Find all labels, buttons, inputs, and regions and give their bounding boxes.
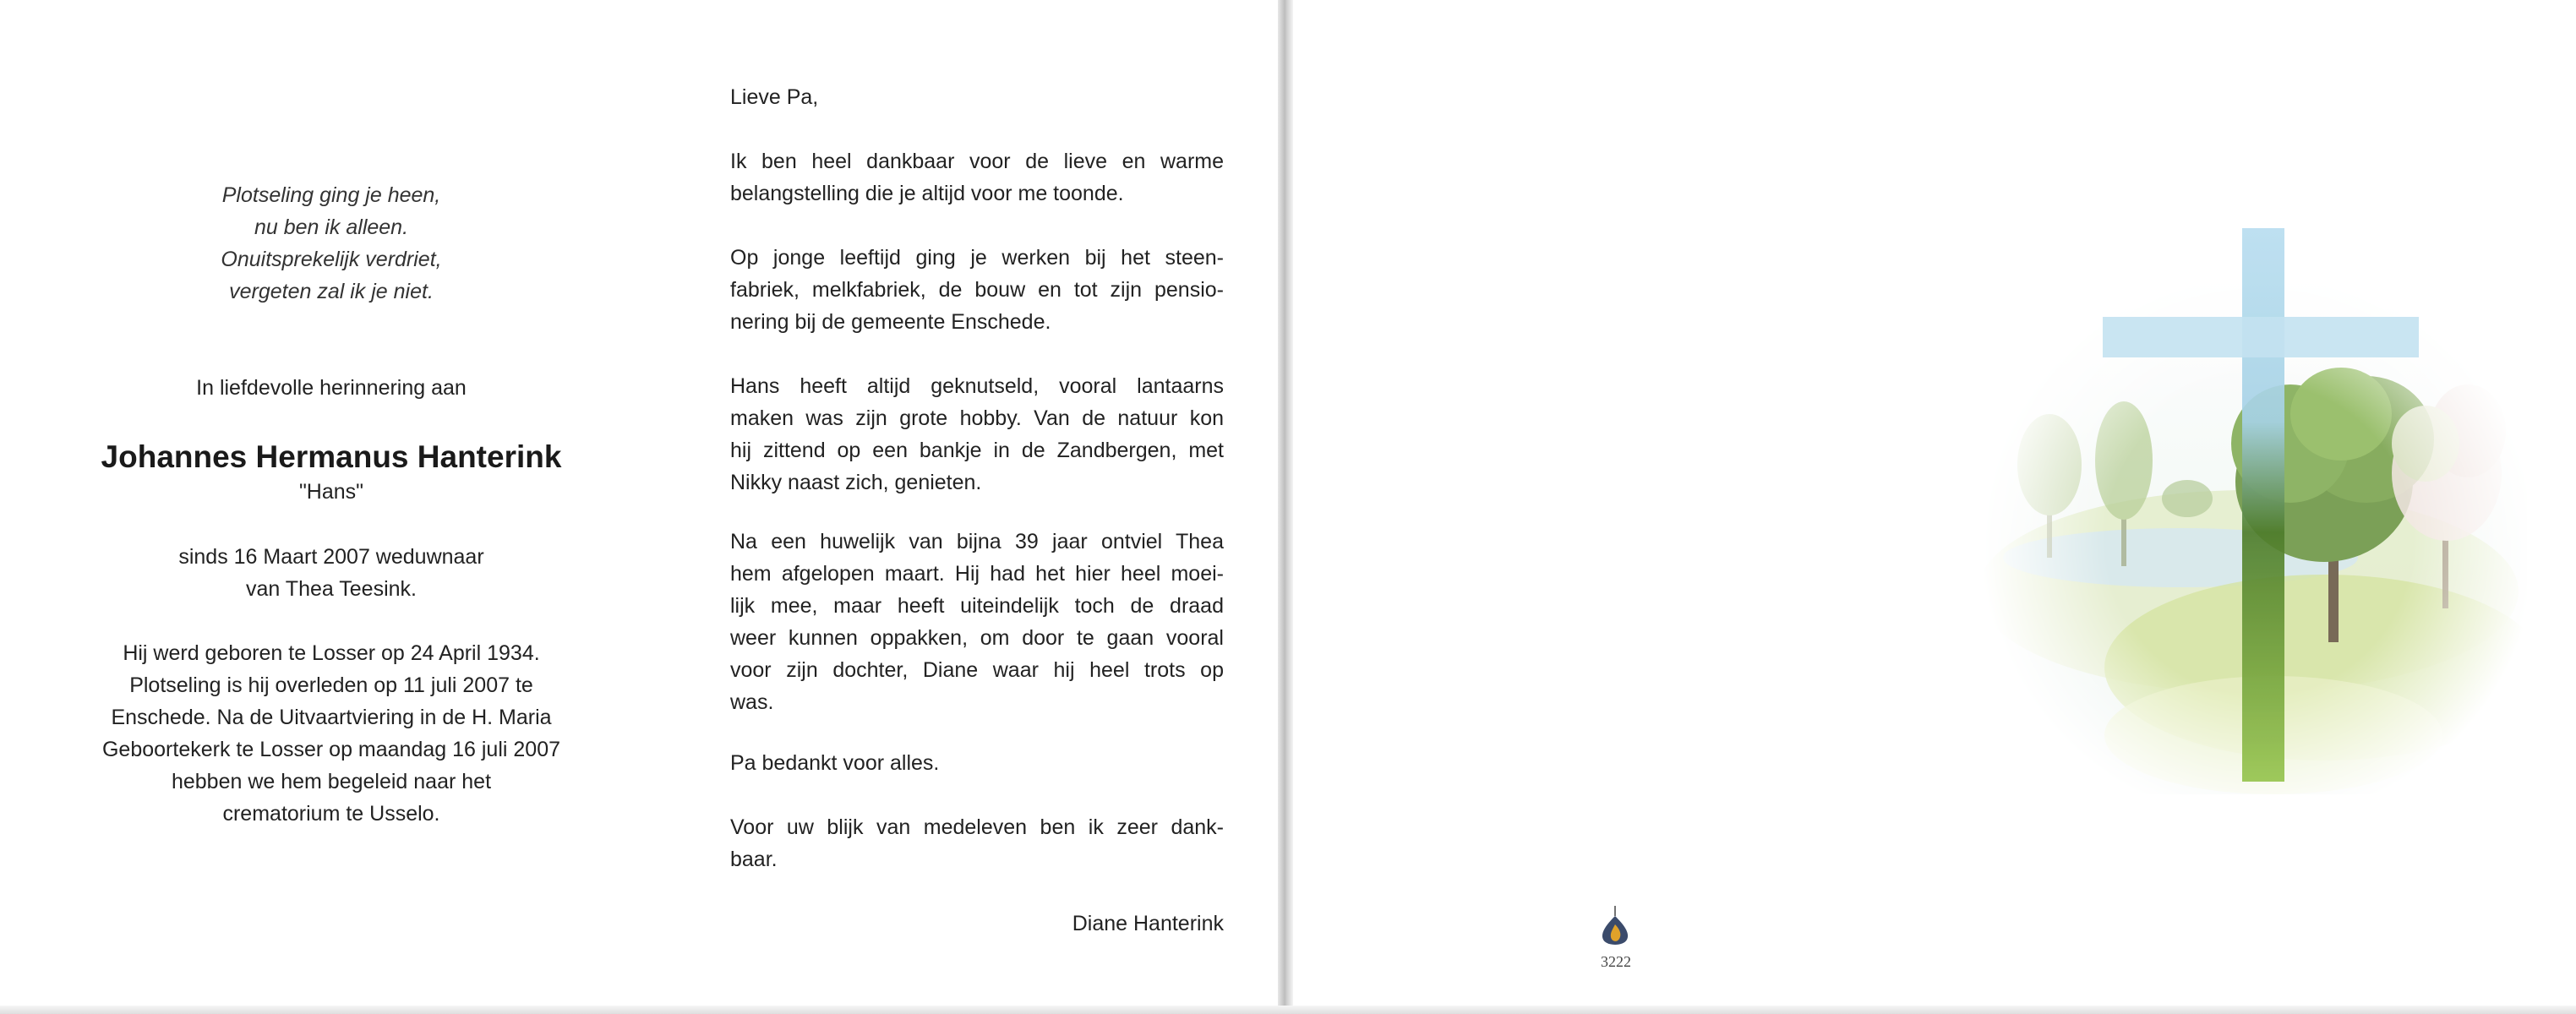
card-bottom-edge	[0, 1006, 2576, 1014]
bio-line: crematorium te Usselo.	[222, 802, 440, 826]
letter-line: baar.	[730, 848, 778, 871]
bio-line: Hij werd geboren te Losser op 24 April 1934.	[123, 641, 540, 665]
poem-line: Plotseling ging je heen,	[221, 183, 441, 207]
letter-line: Op jonge leeftijd ging je werken bij het steen-	[730, 246, 1224, 270]
deceased-nickname: "Hans"	[298, 480, 364, 504]
poem-line: vergeten zal ik je niet.	[229, 280, 434, 303]
letter-line: fabriek, melkfabriek, de bouw en tot zijn pensio-	[730, 278, 1224, 302]
letter-paragraph-6	[730, 811, 1224, 875]
letter-line: voor zijn dochter, Diane waar hij heel trots op	[730, 658, 1224, 682]
letter-paragraph-1	[730, 145, 1224, 210]
remembrance-intro: In liefdevolle herinnering aan	[196, 376, 467, 400]
letter-paragraph-3	[730, 370, 1224, 499]
letter-paragraph-4	[730, 526, 1224, 718]
letter-line: hij zittend op een bankje in de Zandbergen, met	[730, 439, 1224, 462]
bio-line: Geboortekerk te Losser op maandag 16 juli 2007	[101, 738, 561, 761]
letter-line: lijk mee, maar heeft uiteindelijk toch de draad	[730, 594, 1224, 618]
widower-line: sinds 16 Maart 2007 weduwnaar	[178, 545, 484, 569]
letter-paragraph-2	[730, 242, 1224, 338]
memorial-poem	[78, 179, 585, 308]
cross-landscape-icon	[1969, 228, 2527, 794]
letter-line: weer kunnen oppakken, om door te gaan vooral	[730, 626, 1224, 650]
poem-line: Onuitsprekelijk verdriet,	[221, 248, 442, 271]
letter-line: maken was zijn grote hobby. Van de natuur kon	[730, 406, 1224, 430]
flame-drop-logo-icon	[1600, 906, 1630, 948]
letter-signature: Diane Hanterink	[1072, 912, 1224, 935]
letter-line: Ik ben heel dankbaar voor de lieve en warme	[730, 150, 1224, 173]
letter-line: Voor uw blijk van medeleven ben ik zeer dank-	[730, 815, 1224, 839]
letter-line: Nikky naast zich, genieten.	[730, 471, 982, 494]
letter-line: belangstelling die je altijd voor me toonde.	[730, 182, 1124, 205]
letter-line: Hans heeft altijd geknutseld, vooral lantaarns	[730, 374, 1224, 398]
letter-line: nering bij de gemeente Enschede.	[730, 310, 1051, 334]
letter-salutation: Lieve Pa,	[730, 85, 819, 109]
card-fold	[1278, 0, 1293, 1014]
bio-line: Enschede. Na de Uitvaartviering in de H. Maria	[111, 706, 552, 729]
letter-line: Na een huwelijk van bijna 39 jaar ontviel Thea	[730, 530, 1224, 553]
letter-line: Pa bedankt voor alles.	[730, 751, 940, 775]
left-card-page	[0, 0, 1278, 1014]
widower-line: van Thea Teesink.	[246, 577, 417, 601]
letter-line: was.	[730, 690, 774, 714]
catalog-number: 3222	[1601, 953, 1631, 970]
bio-line: Plotseling is hij overleden op 11 juli 2007 te	[129, 673, 533, 697]
letter-line: hem afgelopen maart. Hij had het hier heel moei-	[730, 562, 1224, 586]
deceased-name: Johannes Hermanus Hanterink	[101, 439, 562, 474]
biography	[78, 637, 585, 830]
poem-line: nu ben ik alleen.	[254, 215, 409, 239]
bio-line: hebben we hem begeleid naar het	[171, 770, 492, 793]
widower-statement	[78, 541, 585, 605]
letter-paragraph-5	[730, 747, 1224, 779]
